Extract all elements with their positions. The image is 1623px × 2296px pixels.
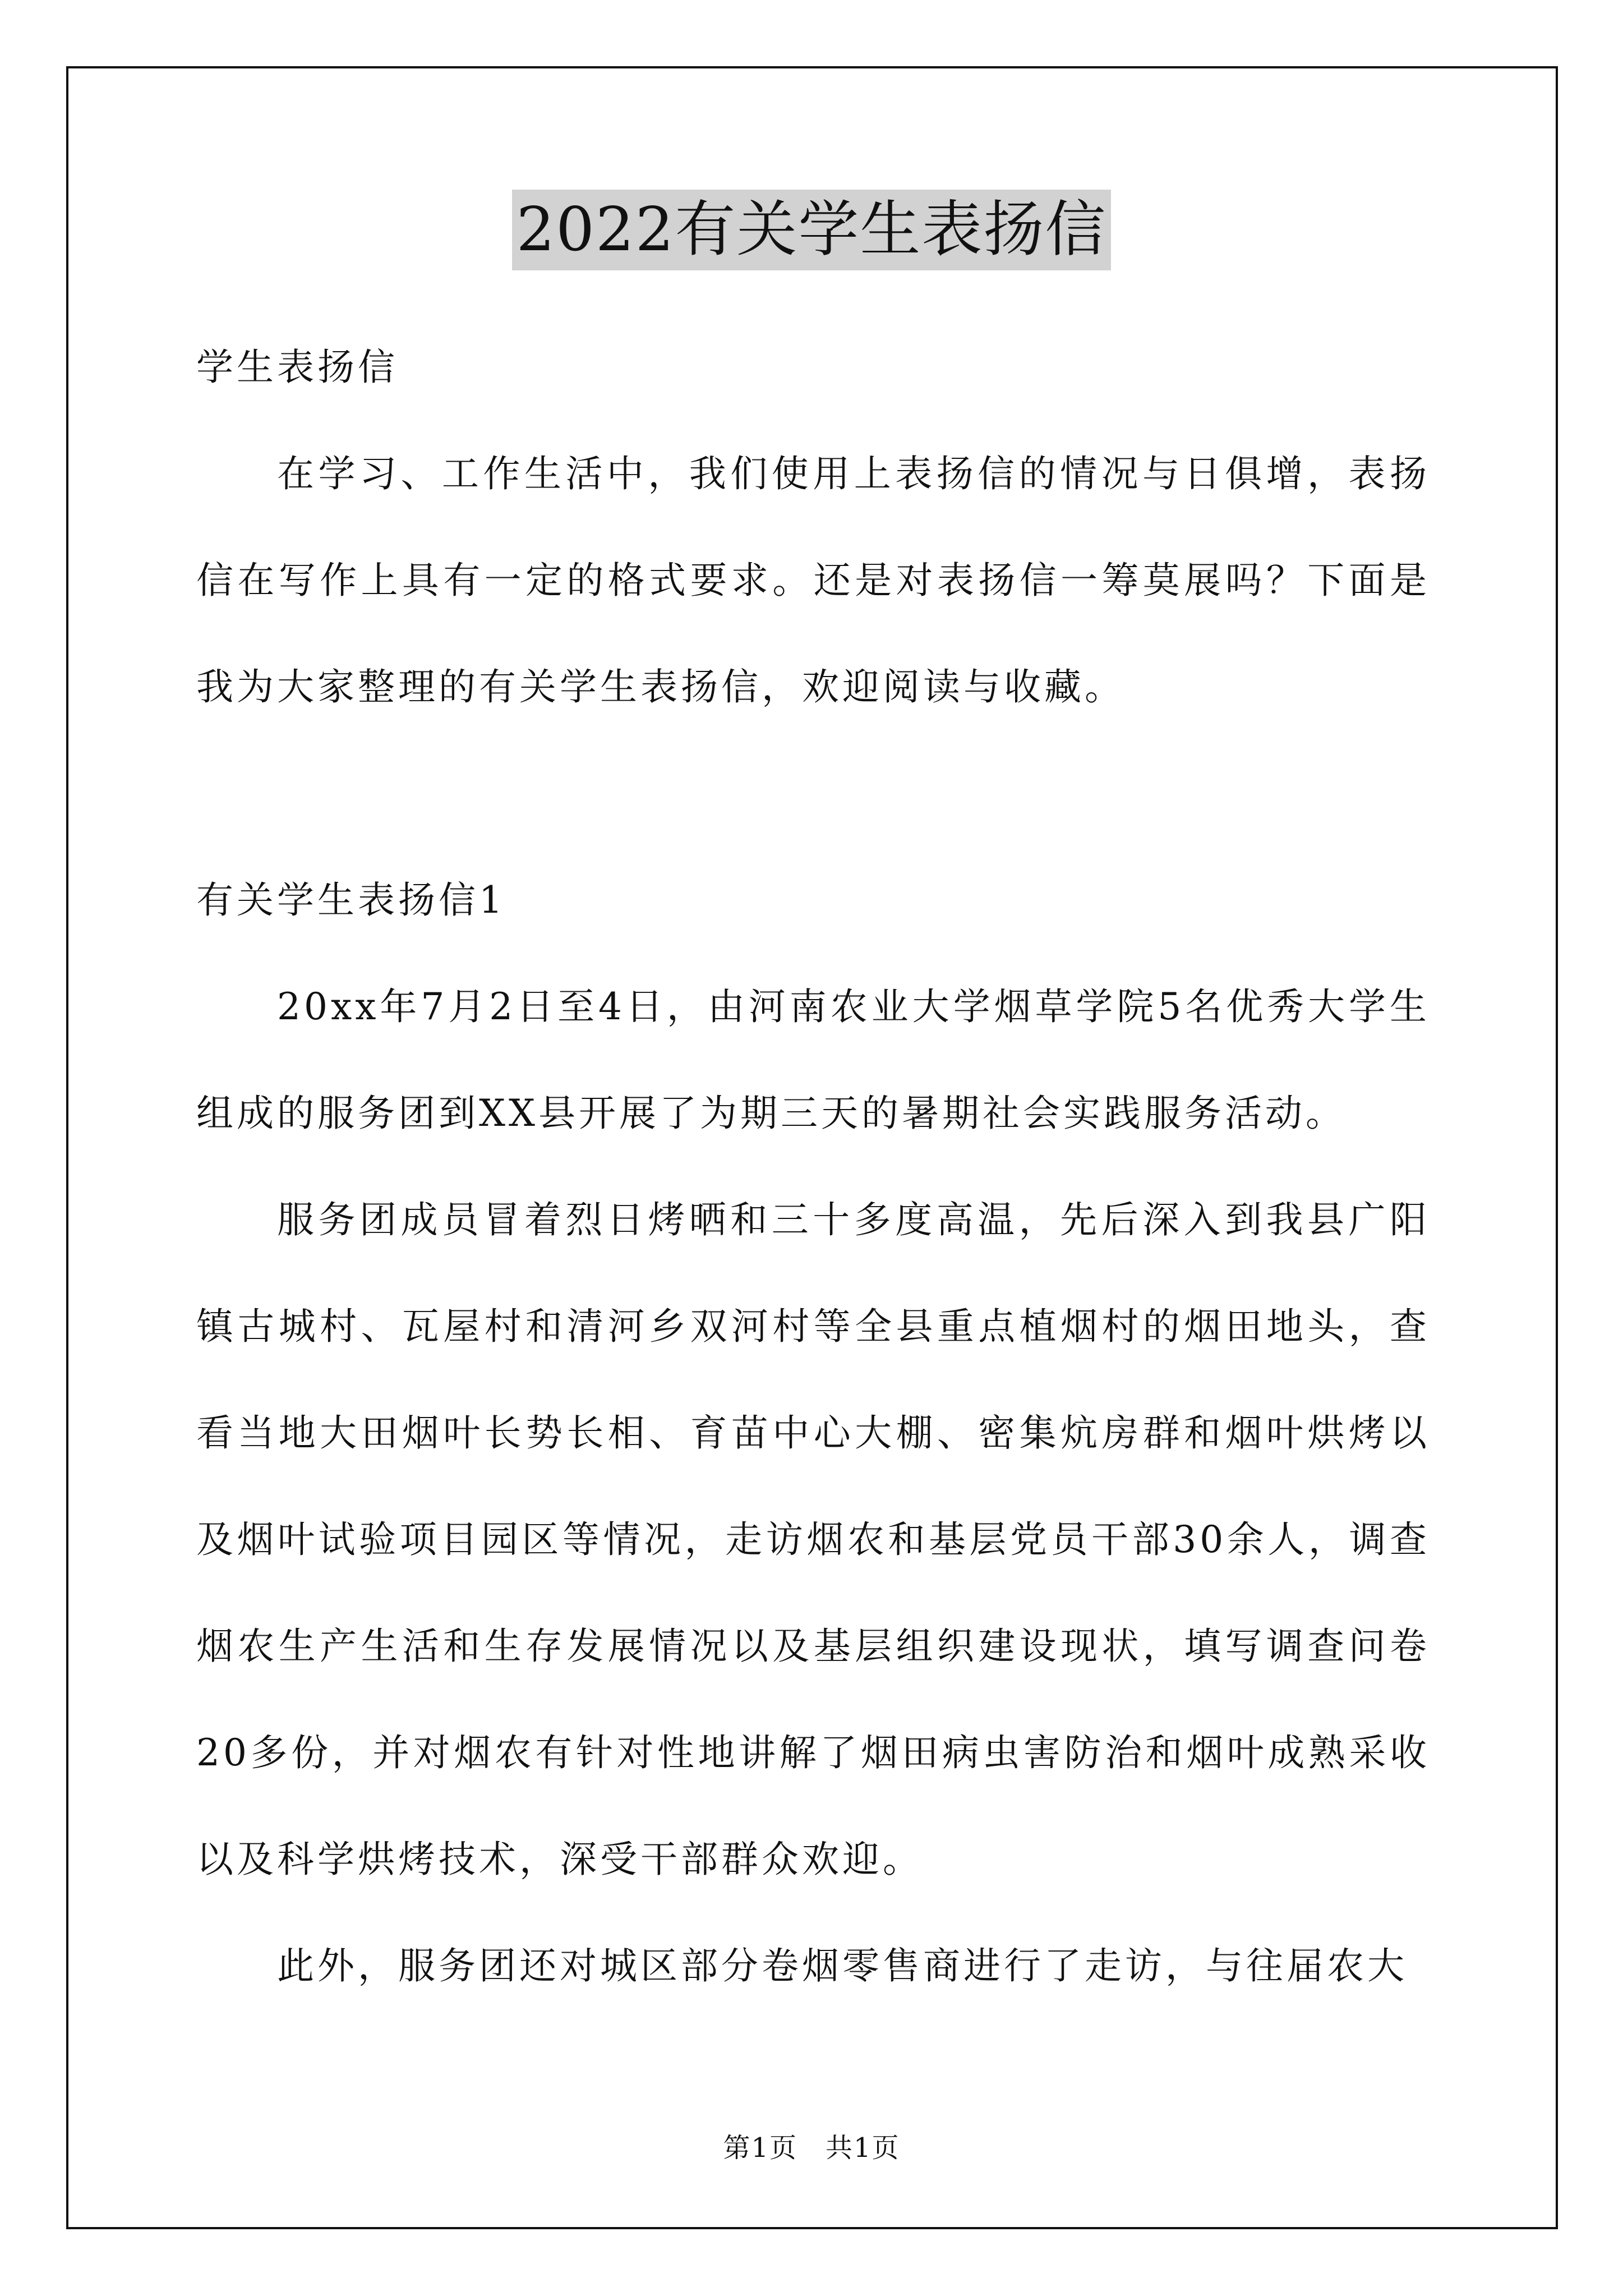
paragraph-3: 此外，服务团还对城区部分卷烟零售商进行了走访，与往届农大	[277, 1944, 1408, 1987]
section-title: 有关学生表扬信1	[196, 878, 506, 922]
page-footer: 第1页 共1页	[723, 2132, 900, 2164]
paragraph-1: 20xx年7月2日至4日，由河南农业大学烟草学院5名优秀大学生组成的服务团到XX县开展了为期三天的暑期社会实践服务活动。	[196, 985, 1430, 1135]
paragraph-2: 服务团成员冒着烈日烤晒和三十多度高温，先后深入到我县广阳镇古城村、瓦屋村和清河乡双河村等全县重点植烟村的烟田地头，查看当地大田烟叶长势长相、育苗中心大棚、密集炕房群和烟叶烘烤以及烟叶试验项目园区等情况，走访烟农和基层党员干部30余人，调查烟农生产生活和生存发展情况以及基层组织建设现状，填写调查问卷20多份，并对烟农有针对性地讲解了烟田病虫害防治和烟叶成熟采收以及科学烘烤技术，深受干部群众欢迎。	[196, 1198, 1430, 1881]
intro-paragraph: 在学习、工作生活中，我们使用上表扬信的情况与日俱增，表扬信在写作上具有一定的格式要求。还是对表扬信一筹莫展吗？下面是我为大家整理的有关学生表扬信，欢迎阅读与收藏。	[196, 452, 1430, 708]
document-body	[196, 314, 1430, 2019]
title-container	[0, 190, 1623, 270]
document-title: 2022有关学生表扬信	[512, 190, 1112, 270]
heading: 学生表扬信	[196, 346, 398, 389]
